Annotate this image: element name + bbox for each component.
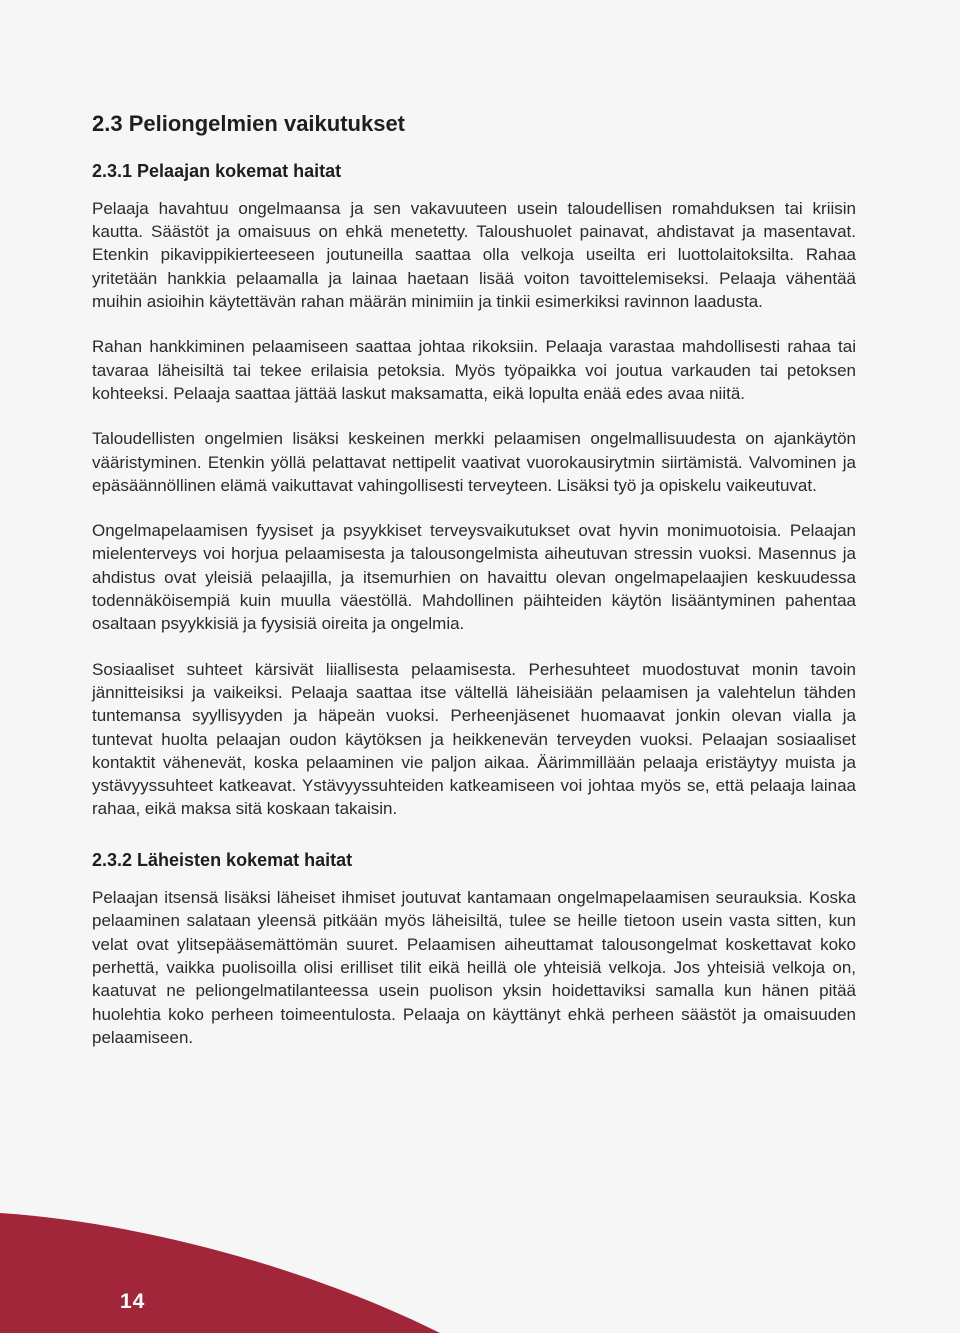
section-heading: 2.3 Peliongelmien vaikutukset xyxy=(92,111,406,136)
paragraph: Pelaaja havahtuu ongelmaansa ja sen vakavuuteen usein taloudellisen romahduksen tai kriisin kautta. Säästöt ja omaisuus on ehkä menetetty. Taloushuolet painavat, ahdistavat ja masentavat. Etenkin pikavippikierteeseen joutuneilla saattaa olla velkoja useilta eri luottolaitoksilta. Rahaa yritetään hankkia pelaamalla ja lainaa haetaan lisää voiton tavoittelemiseksi. Pelaaja vähentää muihin asioihin käytettävän rahan määrän minimiin ja tinkii esimerkiksi ravinnon laadusta. xyxy=(92,198,856,312)
footer-decoration xyxy=(0,1213,960,1333)
footer-swoosh xyxy=(0,1213,440,1333)
page-content xyxy=(92,110,856,1049)
page-number: 14 xyxy=(120,1290,146,1313)
paragraph: Taloudellisten ongelmien lisäksi keskeinen merkki pelaamisen ongelmallisuudesta on ajankäytön vääristyminen. Etenkin yöllä pelattavat nettipelit vaativat vuorokausirytmin siirtämistä. Valvominen ja epäsäännöllinen elämä vaikuttavat vahingollisesti terveyteen. Lisäksi työ ja opiskelu vaikeutuvat. xyxy=(92,429,856,495)
paragraph: Rahan hankkiminen pelaamiseen saattaa johtaa rikoksiin. Pelaaja varastaa mahdollisesti rahaa tai tavaraa läheisiltä tai tekee erilaisia petoksia. Myös työpaikka voi joutua varkauden tai petoksen kohteeksi. Pelaaja saattaa jättää laskut maksamatta, eikä lopulta enää edes avaa niitä. xyxy=(92,337,856,403)
subsection-heading-2: 2.3.2 Läheisten kokemat haitat xyxy=(92,849,353,870)
subsection-heading-1: 2.3.1 Pelaajan kokemat haitat xyxy=(92,160,342,181)
paragraph: Ongelmapelaamisen fyysiset ja psyykkiset terveysvaikutukset ovat hyvin monimuotoisia. Pelaajan mielenterveys voi horjua pelaamisesta ja talousongelmista aiheutuvan stressin vuoksi. Masennus ja ahdistus ovat yleisiä pelaajilla, ja itsemurhien on havaittu olevan ongelmapelaajien keskuudessa todennäköisempiä kuin muulla väestöllä. Mahdollinen päihteiden käytön lisääntyminen pahentaa osaltaan psyykkisiä ja fyysisiä oireita ja ongelmia. xyxy=(92,521,856,634)
paragraph: Pelaajan itsensä lisäksi läheiset ihmiset joutuvat kantamaan ongelmapelaamisen seurauksia. Koska pelaaminen salataan yleensä pitkään myös läheisiltä, tulee se heille tietoon usein vasta sitten, kun velat ovat ylitsepääsemättömän suuret. Pelaamisen aiheuttamat talousongelmat koskettavat koko perhettä, vaikka puolisoilla olisi erilliset tilit eikä heillä ole yhteisiä velkoja. Jos yhteisiä velkoja on, kaatuvat ne peliongelmatilanteessa usein puolison yksin hoidettaviksi samalla kun hänen pitää huolehtia koko perheen toimeentulosta. Pelaaja on käyttänyt ehkä perheen säästöt ja omaisuuden pelaamiseen. xyxy=(92,888,856,1047)
paragraph: Sosiaaliset suhteet kärsivät liiallisesta pelaamisesta. Perhesuhteet muodostuvat monin tavoin jännitteisiksi ja vaikeiksi. Pelaaja saattaa itse vältellä läheisiään pelaamisen ja valehtelun tähden tuntemansa syyllisyyden ja häpeän vuoksi. Perheenjäsenet huomaavat jonkin olevan vialla ja tuntevat huolta pelaajan oudon käytöksen ja heikkenevän terveyden vuoksi. Pelaajan sosiaaliset kontaktit vähenevät, koska pelaaminen vie paljon aikaa. Äärimmillään pelaaja eristäytyy muista ja ystävyyssuhteet katkeavat. Ystävyyssuhteiden katkeamiseen voi johtaa myös se, että pelaaja lainaa rahaa, eikä maksa sitä koskaan takaisin. xyxy=(92,659,856,819)
